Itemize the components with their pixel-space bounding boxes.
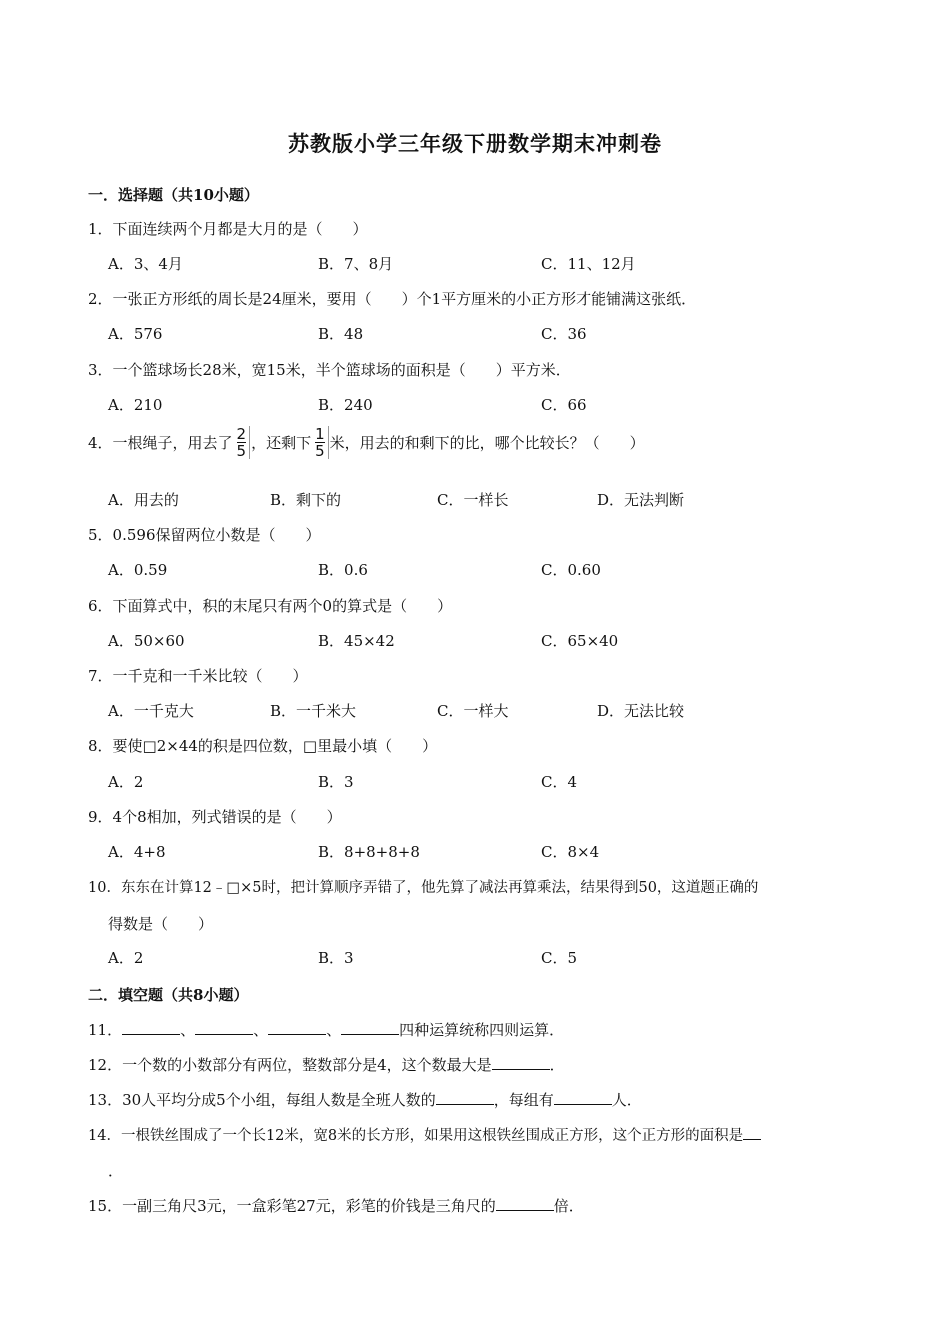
question-14: 14．一根铁丝围成了一个长12米，宽8米的长方形，如果用这根铁丝围成正方形，这个正方形的面积是 — [88, 1124, 761, 1145]
q1-option-a: A．3、4月 — [108, 255, 183, 273]
q4-text-pre: 4．一根绳子，用去了 — [88, 434, 233, 452]
q9-option-b: B．8+8+8+8 — [318, 843, 420, 861]
q6-option-a: A．50×60 — [108, 632, 185, 650]
q7-option-b: B．一千米大 — [270, 702, 357, 720]
question-1: 1．下面连续两个月都是大月的是（ ） — [88, 220, 368, 238]
section-heading-choice: 一．选择题（共10小题） — [88, 186, 259, 204]
answer-blank[interactable] — [268, 1019, 326, 1035]
q4-option-c: C．一样长 — [437, 491, 509, 509]
q5-option-b: B．0.6 — [318, 561, 368, 579]
q2-option-a: A．576 — [108, 325, 163, 343]
question-11: 11． 、 、 、 四种运算统称四则运算． — [88, 1021, 565, 1039]
q5-option-c: C．0.60 — [541, 561, 601, 579]
answer-blank[interactable] — [743, 1124, 761, 1140]
question-8: 8．要使□2×44的积是四位数，□里最小填（ ） — [88, 737, 438, 755]
q4-text-mid: ，还剩下 — [251, 434, 312, 452]
q1-option-b: B．7、8月 — [318, 255, 394, 273]
q3-option-c: C．66 — [541, 396, 587, 414]
question-10-line-1: 10．东东在计算12﹣□×5时，把计算顺序弄错了，他先算了减法再算乘法，结果得到50，这道题正确的 — [88, 880, 759, 896]
q6-option-b: B．45×42 — [318, 632, 395, 650]
q4-option-d: D．无法判断 — [597, 491, 685, 509]
answer-blank[interactable] — [554, 1089, 612, 1105]
q10-option-a: A．2 — [108, 949, 144, 967]
q1-option-c: C．11、12月 — [541, 255, 636, 273]
question-6: 6．下面算式中，积的末尾只有两个0的算式是（ ） — [88, 597, 453, 615]
question-9: 9．4个8相加，列式错误的是（ ） — [88, 808, 342, 826]
answer-blank[interactable] — [341, 1019, 399, 1035]
question-5: 5．0.596保留两位小数是（ ） — [88, 526, 321, 544]
question-3: 3．一个篮球场长28米，宽15米，半个篮球场的面积是（ ）平方米． — [88, 361, 571, 379]
q3-option-a: A．210 — [108, 396, 163, 414]
q4-option-a: A．用去的 — [108, 491, 179, 509]
q9-option-c: C．8×4 — [541, 843, 600, 861]
answer-blank[interactable] — [436, 1089, 494, 1105]
q8-option-b: B．3 — [318, 773, 354, 791]
question-2: 2．一张正方形纸的周长是24厘米，要用（ ）个1平方厘米的小正方形才能铺满这张纸． — [88, 290, 697, 308]
q3-option-b: B．240 — [318, 396, 373, 414]
question-13: 13．30人平均分成5个小组，每组人数是全班人数的 ，每组有 人． — [88, 1091, 642, 1109]
q7-option-d: D．无法比较 — [597, 702, 685, 720]
answer-blank[interactable] — [122, 1019, 180, 1035]
q8-option-c: C．4 — [541, 773, 578, 791]
q6-option-c: C．65×40 — [541, 632, 619, 650]
fraction-two-fifths: $\frac{2}{5}$ — [234, 426, 251, 459]
answer-blank[interactable] — [195, 1019, 253, 1035]
question-14-line-2: ． — [108, 1162, 124, 1180]
q5-option-a: A．0.59 — [108, 561, 168, 579]
q10-option-c: C．5 — [541, 949, 578, 967]
q2-option-c: C．36 — [541, 325, 587, 343]
question-15: 15．一副三角尺3元，一盒彩笔27元，彩笔的价钱是三角尺的 倍． — [88, 1197, 584, 1215]
question-4 — [88, 426, 645, 459]
fraction-one-fifth: $\frac{1}{5}$ — [312, 426, 329, 459]
page-title: 苏教版小学三年级下册数学期末冲刺卷 — [288, 131, 662, 156]
answer-blank[interactable] — [496, 1195, 554, 1211]
q2-option-b: B．48 — [318, 325, 364, 343]
question-7: 7．一千克和一千米比较（ ） — [88, 667, 308, 685]
question-12: 12．一个数的小数部分有两位，整数部分是4，这个数最大是 ． — [88, 1056, 565, 1074]
question-10-line-2: 得数是（ ） — [108, 915, 214, 933]
q9-option-a: A．4+8 — [108, 843, 166, 861]
q4-option-b: B．剩下的 — [270, 491, 342, 509]
q7-option-a: A．一千克大 — [108, 702, 194, 720]
q8-option-a: A．2 — [108, 773, 144, 791]
q10-option-b: B．3 — [318, 949, 354, 967]
answer-blank[interactable] — [492, 1054, 550, 1070]
section-heading-fill-in: 二．填空题（共8小题） — [88, 986, 249, 1004]
q4-text-post: 米，用去的和剩下的比，哪个比较长？（ ） — [329, 434, 645, 452]
q7-option-c: C．一样大 — [437, 702, 509, 720]
